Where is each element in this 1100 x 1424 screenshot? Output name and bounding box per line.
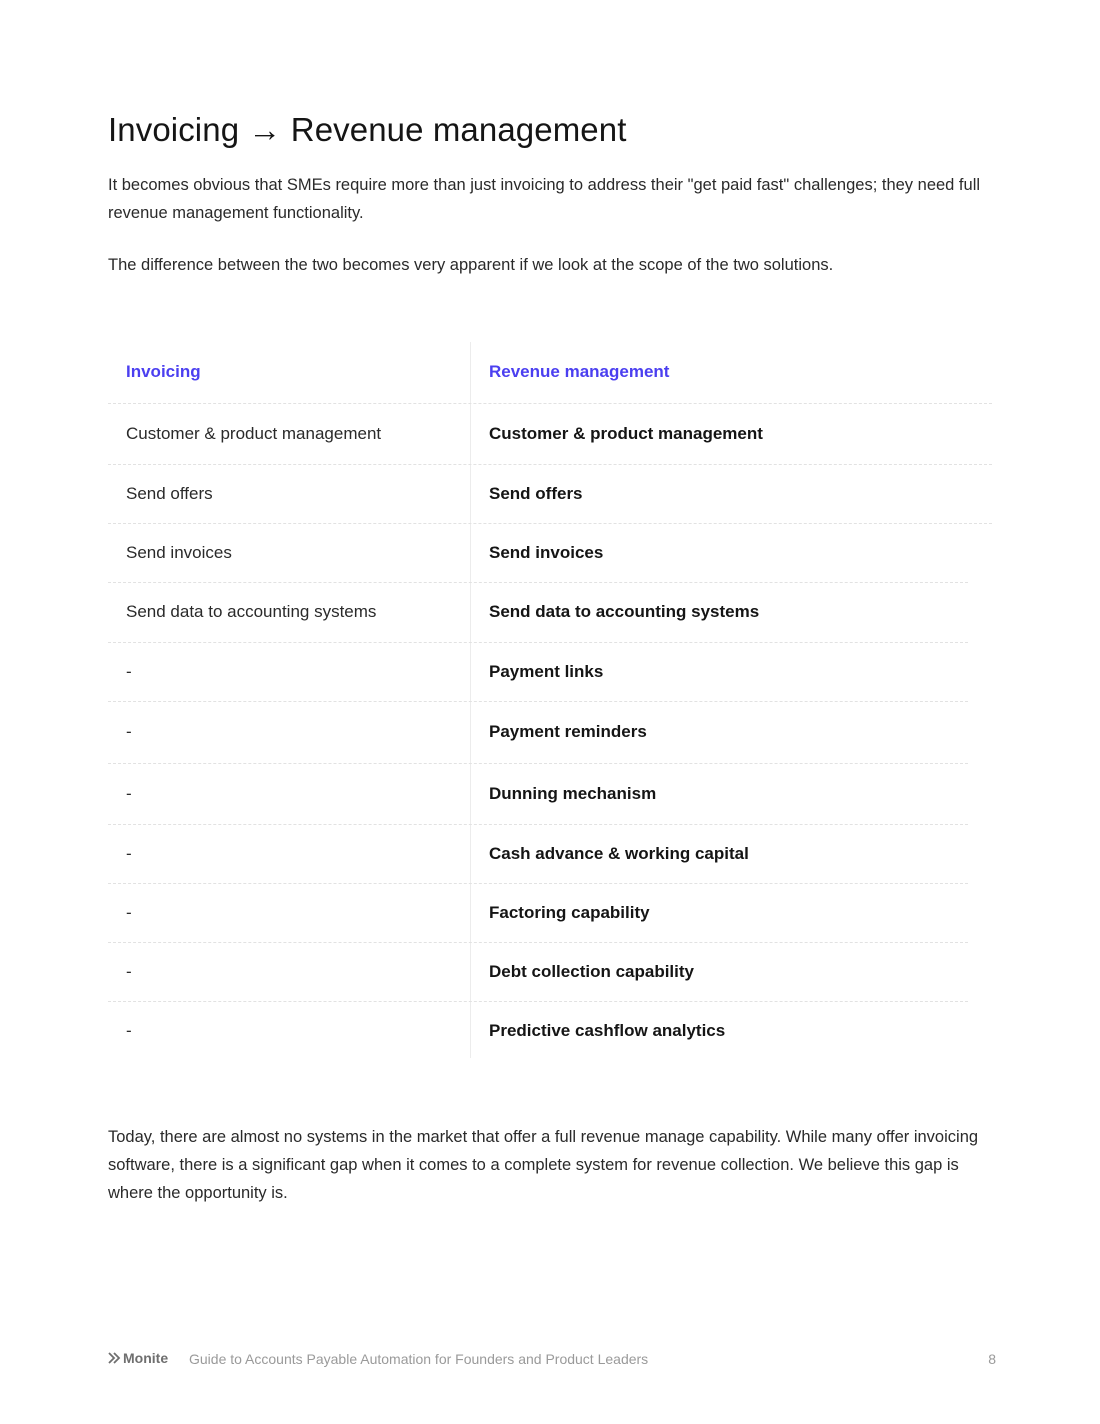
invoicing-cell: -: [126, 843, 132, 863]
page-number: 8: [988, 1351, 996, 1367]
revenue-management-cell: Debt collection capability: [489, 961, 694, 981]
header-revenue-management: Revenue management: [489, 362, 670, 381]
revenue-management-cell: Send data to accounting systems: [489, 602, 760, 621]
page-footer: [108, 1349, 996, 1371]
revenue-management-cell: Send offers: [489, 483, 583, 503]
intro-paragraph-1: It becomes obvious that SMEs require more than just invoicing to address their "get paid fast" challenges; they need full revenue management functionality.: [108, 176, 981, 222]
revenue-management-cell: Predictive cashflow analytics: [489, 1020, 726, 1040]
table-row: [108, 883, 992, 942]
closing-paragraph: Today, there are almost no systems in the market that offer a full revenue manage capability. While many offer invoicing software, there is a significant gap when it comes to a complete system for revenue collection. We believe this gap is where the opportunity is.: [108, 1128, 979, 1202]
invoicing-cell: Customer & product management: [126, 424, 382, 443]
comparison-table: [108, 342, 992, 1058]
table-row: [108, 824, 992, 883]
revenue-management-cell: Factoring capability: [489, 902, 650, 922]
table-row: [108, 942, 992, 1001]
table-row: [108, 582, 992, 642]
table-row: [108, 1001, 992, 1060]
table-row: [108, 404, 992, 464]
brand-name: Monite: [123, 1350, 169, 1366]
revenue-management-cell: Customer & product management: [489, 424, 763, 443]
footer-document-title: Guide to Accounts Payable Automation for Founders and Product Leaders: [189, 1351, 649, 1367]
invoicing-cell: -: [126, 661, 132, 681]
invoicing-cell: -: [126, 722, 132, 741]
invoicing-cell: Send offers: [126, 483, 213, 503]
double-chevron-logo-icon: [108, 1352, 121, 1364]
table-header-row: [108, 342, 992, 402]
invoicing-cell: -: [126, 783, 132, 803]
revenue-management-cell: Dunning mechanism: [489, 783, 657, 803]
invoicing-cell: Send invoices: [126, 542, 232, 562]
table-row: [108, 763, 992, 824]
invoicing-cell: -: [126, 1020, 132, 1040]
page-title: Invoicing → Revenue management: [108, 111, 627, 148]
revenue-management-cell: Send invoices: [489, 542, 604, 562]
header-invoicing: Invoicing: [126, 362, 201, 381]
table-row: [108, 523, 992, 582]
revenue-management-cell: Cash advance & working capital: [489, 843, 749, 863]
table-row: [108, 642, 992, 701]
brand-logo: [108, 1350, 168, 1366]
table-row: [108, 464, 992, 523]
revenue-management-cell: Payment links: [489, 661, 604, 681]
intro-paragraph-2: The difference between the two becomes very apparent if we look at the scope of the two solutions.: [108, 256, 834, 274]
invoicing-cell: -: [126, 902, 132, 922]
revenue-management-cell: Payment reminders: [489, 722, 647, 741]
invoicing-cell: Send data to accounting systems: [126, 602, 377, 621]
table-row: [108, 701, 992, 763]
invoicing-cell: -: [126, 961, 132, 981]
